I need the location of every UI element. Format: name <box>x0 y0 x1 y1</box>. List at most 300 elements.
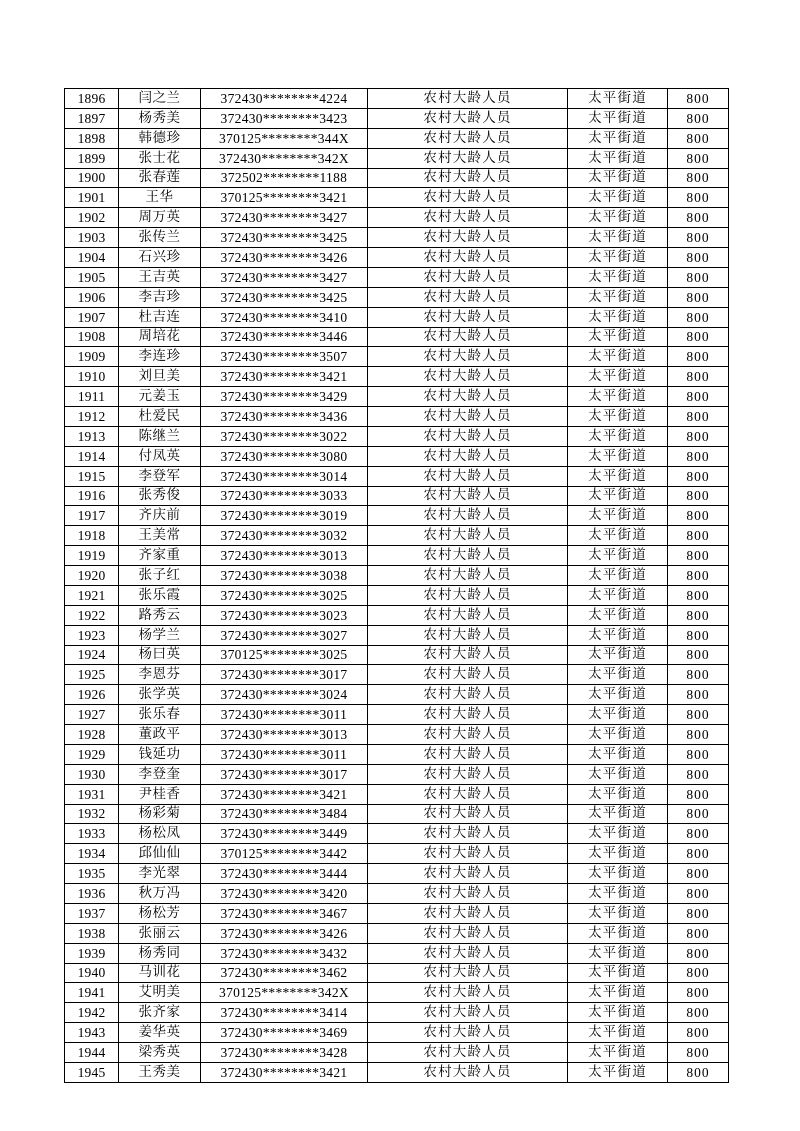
table-row <box>65 943 729 963</box>
table-row <box>65 685 729 705</box>
cell-area: 太平街道 <box>568 844 668 864</box>
cell-category: 农村大龄人员 <box>368 1062 568 1082</box>
table-row <box>65 148 729 168</box>
cell-category: 农村大龄人员 <box>368 605 568 625</box>
table-row <box>65 1023 729 1043</box>
cell-amount: 800 <box>668 725 729 745</box>
cell-amount: 800 <box>668 128 729 148</box>
table-row <box>65 287 729 307</box>
cell-category: 农村大龄人员 <box>368 705 568 725</box>
cell-id-number: 372430********3427 <box>201 267 368 287</box>
cell-category: 农村大龄人员 <box>368 784 568 804</box>
cell-name: 杜爱民 <box>119 407 201 427</box>
cell-category: 农村大龄人员 <box>368 963 568 983</box>
cell-seq: 1924 <box>65 645 119 665</box>
cell-area: 太平街道 <box>568 208 668 228</box>
cell-area: 太平街道 <box>568 923 668 943</box>
cell-id-number: 372430********3032 <box>201 526 368 546</box>
cell-amount: 800 <box>668 89 729 109</box>
cell-seq: 1900 <box>65 168 119 188</box>
cell-seq: 1945 <box>65 1062 119 1082</box>
cell-category: 农村大龄人员 <box>368 426 568 446</box>
cell-area: 太平街道 <box>568 188 668 208</box>
cell-id-number: 372430********3446 <box>201 327 368 347</box>
cell-id-number: 372430********3013 <box>201 725 368 745</box>
cell-id-number: 372430********3421 <box>201 367 368 387</box>
cell-name: 陈继兰 <box>119 426 201 446</box>
cell-category: 农村大龄人员 <box>368 248 568 268</box>
cell-area: 太平街道 <box>568 128 668 148</box>
cell-category: 农村大龄人员 <box>368 446 568 466</box>
cell-id-number: 370125********3442 <box>201 844 368 864</box>
cell-area: 太平街道 <box>568 89 668 109</box>
cell-area: 太平街道 <box>568 546 668 566</box>
cell-amount: 800 <box>668 506 729 526</box>
cell-area: 太平街道 <box>568 585 668 605</box>
table-row <box>65 1043 729 1063</box>
cell-name: 杨松芳 <box>119 903 201 923</box>
table-row <box>65 784 729 804</box>
cell-amount: 800 <box>668 347 729 367</box>
table-row <box>65 267 729 287</box>
cell-seq: 1905 <box>65 267 119 287</box>
cell-amount: 800 <box>668 108 729 128</box>
cell-category: 农村大龄人员 <box>368 546 568 566</box>
cell-seq: 1913 <box>65 426 119 446</box>
cell-name: 张春莲 <box>119 168 201 188</box>
cell-category: 农村大龄人员 <box>368 923 568 943</box>
table-row <box>65 367 729 387</box>
cell-id-number: 372430********3449 <box>201 824 368 844</box>
cell-amount: 800 <box>668 287 729 307</box>
cell-amount: 800 <box>668 625 729 645</box>
cell-id-number: 372430********3414 <box>201 1003 368 1023</box>
cell-area: 太平街道 <box>568 725 668 745</box>
cell-seq: 1921 <box>65 585 119 605</box>
cell-name: 李吉珍 <box>119 287 201 307</box>
cell-category: 农村大龄人员 <box>368 1023 568 1043</box>
cell-category: 农村大龄人员 <box>368 645 568 665</box>
cell-seq: 1896 <box>65 89 119 109</box>
cell-id-number: 372430********3011 <box>201 705 368 725</box>
cell-seq: 1916 <box>65 486 119 506</box>
cell-amount: 800 <box>668 168 729 188</box>
cell-amount: 800 <box>668 963 729 983</box>
cell-area: 太平街道 <box>568 1062 668 1082</box>
table-row <box>65 864 729 884</box>
cell-area: 太平街道 <box>568 1023 668 1043</box>
cell-seq: 1944 <box>65 1043 119 1063</box>
cell-seq: 1918 <box>65 526 119 546</box>
table-row <box>65 128 729 148</box>
cell-area: 太平街道 <box>568 287 668 307</box>
cell-seq: 1928 <box>65 725 119 745</box>
cell-area: 太平街道 <box>568 864 668 884</box>
cell-id-number: 370125********342X <box>201 983 368 1003</box>
table-row <box>65 764 729 784</box>
cell-id-number: 372430********3420 <box>201 884 368 904</box>
roster-table <box>64 88 729 1083</box>
table-row <box>65 923 729 943</box>
table-row <box>65 844 729 864</box>
cell-amount: 800 <box>668 1003 729 1023</box>
table-row <box>65 824 729 844</box>
cell-seq: 1912 <box>65 407 119 427</box>
cell-amount: 800 <box>668 228 729 248</box>
cell-area: 太平街道 <box>568 327 668 347</box>
cell-name: 张乐春 <box>119 705 201 725</box>
cell-id-number: 372430********4224 <box>201 89 368 109</box>
cell-amount: 800 <box>668 327 729 347</box>
cell-seq: 1906 <box>65 287 119 307</box>
cell-area: 太平街道 <box>568 446 668 466</box>
cell-name: 李连珍 <box>119 347 201 367</box>
cell-id-number: 372430********3023 <box>201 605 368 625</box>
cell-area: 太平街道 <box>568 526 668 546</box>
cell-seq: 1907 <box>65 307 119 327</box>
cell-seq: 1911 <box>65 387 119 407</box>
cell-category: 农村大龄人员 <box>368 864 568 884</box>
cell-amount: 800 <box>668 486 729 506</box>
cell-seq: 1938 <box>65 923 119 943</box>
table-row <box>65 89 729 109</box>
cell-category: 农村大龄人员 <box>368 685 568 705</box>
cell-area: 太平街道 <box>568 983 668 1003</box>
cell-category: 农村大龄人员 <box>368 89 568 109</box>
cell-seq: 1926 <box>65 685 119 705</box>
cell-category: 农村大龄人员 <box>368 625 568 645</box>
cell-category: 农村大龄人员 <box>368 148 568 168</box>
cell-seq: 1937 <box>65 903 119 923</box>
cell-category: 农村大龄人员 <box>368 307 568 327</box>
cell-name: 周万英 <box>119 208 201 228</box>
cell-name: 王吉英 <box>119 267 201 287</box>
cell-name: 马训花 <box>119 963 201 983</box>
table-row <box>65 168 729 188</box>
cell-area: 太平街道 <box>568 506 668 526</box>
cell-category: 农村大龄人员 <box>368 486 568 506</box>
table-row <box>65 208 729 228</box>
table-row <box>65 903 729 923</box>
cell-name: 元姜玉 <box>119 387 201 407</box>
cell-area: 太平街道 <box>568 407 668 427</box>
cell-amount: 800 <box>668 426 729 446</box>
cell-name: 杨松凤 <box>119 824 201 844</box>
cell-area: 太平街道 <box>568 228 668 248</box>
cell-category: 农村大龄人员 <box>368 506 568 526</box>
cell-amount: 800 <box>668 446 729 466</box>
table-row <box>65 526 729 546</box>
cell-name: 张齐家 <box>119 1003 201 1023</box>
cell-name: 艾明美 <box>119 983 201 1003</box>
cell-id-number: 372430********3019 <box>201 506 368 526</box>
cell-amount: 800 <box>668 864 729 884</box>
cell-id-number: 372430********3426 <box>201 248 368 268</box>
table-row <box>65 327 729 347</box>
cell-name: 邱仙仙 <box>119 844 201 864</box>
cell-amount: 800 <box>668 148 729 168</box>
cell-category: 农村大龄人员 <box>368 744 568 764</box>
cell-id-number: 372430********3467 <box>201 903 368 923</box>
cell-category: 农村大龄人员 <box>368 387 568 407</box>
cell-seq: 1904 <box>65 248 119 268</box>
cell-amount: 800 <box>668 923 729 943</box>
table-row <box>65 486 729 506</box>
table-row <box>65 1062 729 1082</box>
cell-amount: 800 <box>668 705 729 725</box>
cell-category: 农村大龄人员 <box>368 983 568 1003</box>
cell-seq: 1919 <box>65 546 119 566</box>
cell-name: 王华 <box>119 188 201 208</box>
cell-seq: 1902 <box>65 208 119 228</box>
cell-id-number: 372430********3014 <box>201 466 368 486</box>
cell-amount: 800 <box>668 665 729 685</box>
cell-category: 农村大龄人员 <box>368 526 568 546</box>
cell-category: 农村大龄人员 <box>368 725 568 745</box>
cell-name: 韩德珍 <box>119 128 201 148</box>
cell-amount: 800 <box>668 585 729 605</box>
cell-area: 太平街道 <box>568 1003 668 1023</box>
cell-id-number: 372430********3024 <box>201 685 368 705</box>
cell-category: 农村大龄人员 <box>368 844 568 864</box>
cell-amount: 800 <box>668 387 729 407</box>
cell-category: 农村大龄人员 <box>368 943 568 963</box>
cell-area: 太平街道 <box>568 367 668 387</box>
cell-seq: 1935 <box>65 864 119 884</box>
cell-id-number: 372430********3444 <box>201 864 368 884</box>
table-row <box>65 228 729 248</box>
cell-amount: 800 <box>668 307 729 327</box>
table-row <box>65 426 729 446</box>
cell-id-number: 372430********3080 <box>201 446 368 466</box>
cell-area: 太平街道 <box>568 764 668 784</box>
table-row <box>65 407 729 427</box>
cell-amount: 800 <box>668 526 729 546</box>
table-row <box>65 307 729 327</box>
cell-amount: 800 <box>668 546 729 566</box>
cell-name: 张传兰 <box>119 228 201 248</box>
cell-amount: 800 <box>668 804 729 824</box>
cell-category: 农村大龄人员 <box>368 347 568 367</box>
table-row <box>65 466 729 486</box>
cell-name: 钱延功 <box>119 744 201 764</box>
cell-id-number: 370125********344X <box>201 128 368 148</box>
cell-seq: 1927 <box>65 705 119 725</box>
cell-category: 农村大龄人员 <box>368 407 568 427</box>
cell-amount: 800 <box>668 208 729 228</box>
cell-name: 齐庆前 <box>119 506 201 526</box>
cell-area: 太平街道 <box>568 625 668 645</box>
cell-name: 梁秀英 <box>119 1043 201 1063</box>
cell-id-number: 372430********3038 <box>201 566 368 586</box>
cell-name: 张学英 <box>119 685 201 705</box>
cell-name: 董政平 <box>119 725 201 745</box>
cell-name: 杨秀美 <box>119 108 201 128</box>
table-row <box>65 963 729 983</box>
cell-name: 姜华英 <box>119 1023 201 1043</box>
cell-area: 太平街道 <box>568 307 668 327</box>
table-row <box>65 566 729 586</box>
cell-area: 太平街道 <box>568 884 668 904</box>
cell-category: 农村大龄人员 <box>368 566 568 586</box>
cell-area: 太平街道 <box>568 645 668 665</box>
table-row <box>65 506 729 526</box>
cell-area: 太平街道 <box>568 943 668 963</box>
cell-category: 农村大龄人员 <box>368 108 568 128</box>
cell-category: 农村大龄人员 <box>368 665 568 685</box>
table-row <box>65 625 729 645</box>
table-row <box>65 884 729 904</box>
cell-area: 太平街道 <box>568 566 668 586</box>
cell-id-number: 372430********3027 <box>201 625 368 645</box>
cell-id-number: 372502********1188 <box>201 168 368 188</box>
cell-name: 李光翠 <box>119 864 201 884</box>
cell-seq: 1903 <box>65 228 119 248</box>
cell-area: 太平街道 <box>568 903 668 923</box>
cell-id-number: 372430********3022 <box>201 426 368 446</box>
cell-amount: 800 <box>668 983 729 1003</box>
cell-id-number: 372430********3013 <box>201 546 368 566</box>
cell-seq: 1925 <box>65 665 119 685</box>
cell-id-number: 372430********3426 <box>201 923 368 943</box>
cell-area: 太平街道 <box>568 824 668 844</box>
cell-category: 农村大龄人员 <box>368 188 568 208</box>
cell-seq: 1920 <box>65 566 119 586</box>
table-row <box>65 446 729 466</box>
cell-name: 秋万冯 <box>119 884 201 904</box>
cell-name: 尹桂香 <box>119 784 201 804</box>
cell-name: 付凤英 <box>119 446 201 466</box>
cell-id-number: 372430********3432 <box>201 943 368 963</box>
cell-area: 太平街道 <box>568 248 668 268</box>
roster-table-container <box>64 88 728 1083</box>
cell-seq: 1910 <box>65 367 119 387</box>
table-row <box>65 605 729 625</box>
cell-area: 太平街道 <box>568 486 668 506</box>
table-row <box>65 546 729 566</box>
cell-id-number: 370125********3421 <box>201 188 368 208</box>
cell-id-number: 372430********3410 <box>201 307 368 327</box>
cell-amount: 800 <box>668 784 729 804</box>
cell-area: 太平街道 <box>568 267 668 287</box>
cell-area: 太平街道 <box>568 605 668 625</box>
table-row <box>65 1003 729 1023</box>
cell-name: 齐家重 <box>119 546 201 566</box>
cell-id-number: 372430********3421 <box>201 1062 368 1082</box>
cell-seq: 1934 <box>65 844 119 864</box>
cell-amount: 800 <box>668 903 729 923</box>
table-row <box>65 108 729 128</box>
cell-seq: 1897 <box>65 108 119 128</box>
cell-id-number: 372430********3507 <box>201 347 368 367</box>
cell-area: 太平街道 <box>568 108 668 128</box>
cell-category: 农村大龄人员 <box>368 884 568 904</box>
cell-name: 杜吉连 <box>119 307 201 327</box>
cell-amount: 800 <box>668 824 729 844</box>
table-row <box>65 983 729 1003</box>
cell-name: 张子红 <box>119 566 201 586</box>
cell-amount: 800 <box>668 566 729 586</box>
table-row <box>65 387 729 407</box>
cell-area: 太平街道 <box>568 168 668 188</box>
cell-id-number: 372430********3025 <box>201 585 368 605</box>
cell-amount: 800 <box>668 1043 729 1063</box>
cell-name: 张丽云 <box>119 923 201 943</box>
cell-name: 王秀美 <box>119 1062 201 1082</box>
cell-seq: 1930 <box>65 764 119 784</box>
cell-id-number: 372430********3421 <box>201 784 368 804</box>
cell-name: 王美常 <box>119 526 201 546</box>
cell-seq: 1940 <box>65 963 119 983</box>
cell-seq: 1914 <box>65 446 119 466</box>
cell-category: 农村大龄人员 <box>368 804 568 824</box>
cell-category: 农村大龄人员 <box>368 168 568 188</box>
cell-id-number: 372430********3469 <box>201 1023 368 1043</box>
table-row <box>65 665 729 685</box>
cell-area: 太平街道 <box>568 685 668 705</box>
cell-seq: 1941 <box>65 983 119 1003</box>
cell-amount: 800 <box>668 466 729 486</box>
cell-area: 太平街道 <box>568 426 668 446</box>
cell-id-number: 372430********3436 <box>201 407 368 427</box>
cell-category: 农村大龄人员 <box>368 327 568 347</box>
cell-area: 太平街道 <box>568 347 668 367</box>
cell-seq: 1917 <box>65 506 119 526</box>
cell-id-number: 372430********3017 <box>201 764 368 784</box>
cell-amount: 800 <box>668 764 729 784</box>
cell-seq: 1898 <box>65 128 119 148</box>
cell-seq: 1929 <box>65 744 119 764</box>
cell-amount: 800 <box>668 943 729 963</box>
cell-category: 农村大龄人员 <box>368 267 568 287</box>
cell-id-number: 372430********3462 <box>201 963 368 983</box>
table-row <box>65 804 729 824</box>
cell-category: 农村大龄人员 <box>368 367 568 387</box>
cell-area: 太平街道 <box>568 804 668 824</box>
cell-seq: 1899 <box>65 148 119 168</box>
cell-category: 农村大龄人员 <box>368 585 568 605</box>
cell-seq: 1942 <box>65 1003 119 1023</box>
cell-id-number: 372430********3033 <box>201 486 368 506</box>
cell-amount: 800 <box>668 884 729 904</box>
cell-id-number: 372430********342X <box>201 148 368 168</box>
cell-area: 太平街道 <box>568 1043 668 1063</box>
cell-id-number: 372430********3427 <box>201 208 368 228</box>
cell-name: 闫之兰 <box>119 89 201 109</box>
cell-seq: 1936 <box>65 884 119 904</box>
cell-name: 路秀云 <box>119 605 201 625</box>
cell-category: 农村大龄人员 <box>368 287 568 307</box>
cell-amount: 800 <box>668 685 729 705</box>
cell-amount: 800 <box>668 645 729 665</box>
cell-seq: 1923 <box>65 625 119 645</box>
cell-area: 太平街道 <box>568 148 668 168</box>
cell-id-number: 372430********3484 <box>201 804 368 824</box>
cell-name: 周培花 <box>119 327 201 347</box>
cell-name: 杨秀同 <box>119 943 201 963</box>
cell-name: 杨曰英 <box>119 645 201 665</box>
table-row <box>65 645 729 665</box>
cell-id-number: 372430********3425 <box>201 287 368 307</box>
cell-amount: 800 <box>668 844 729 864</box>
cell-seq: 1932 <box>65 804 119 824</box>
table-row <box>65 705 729 725</box>
cell-amount: 800 <box>668 188 729 208</box>
cell-category: 农村大龄人员 <box>368 764 568 784</box>
cell-category: 农村大龄人员 <box>368 466 568 486</box>
cell-area: 太平街道 <box>568 466 668 486</box>
cell-amount: 800 <box>668 407 729 427</box>
